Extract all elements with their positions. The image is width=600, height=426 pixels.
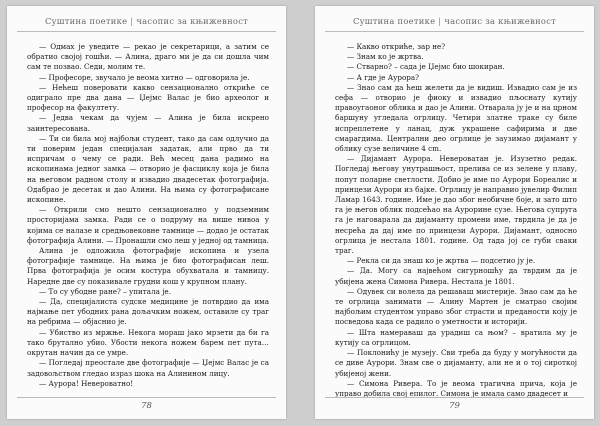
page-number: 78 — [17, 397, 276, 414]
header-journal-subtitle: часопис за књижевност — [444, 16, 557, 26]
page-text — [335, 42, 577, 399]
paragraph: — Професоре, звучало је веома хитно — одговорила је. — [39, 72, 250, 82]
paragraph: — Аурора! Невероватно! — [39, 378, 134, 388]
header-separator: | — [438, 16, 442, 26]
paragraph: — Поклонићу је музеју. Сви треба да буду у могућности да се диве Аурори. Знам све о дијаманту, али не и о тој сироткој убијеној жени. — [335, 348, 577, 378]
paragraph: — Рекла си да знаш ко је жртва — подсетио ју је. — [347, 256, 536, 266]
left-page — [7, 6, 286, 419]
header-journal-title: Суштина поетике — [352, 16, 436, 26]
page-text — [27, 42, 269, 389]
paragraph: — Одмах је уведите — рекао је секретарици, а затим се обратио својој гошћи. — Алина, драго ми је да си дошла чим сам те позвао. Седи, молим те. — [27, 42, 269, 72]
paragraph: — Знам ко је жртва. — [347, 52, 424, 62]
paragraph: — Симона Ривера. То је веома трагична прича, која је управо добила свој епилог. Симона је имала само двадесет и — [335, 378, 577, 398]
paragraph: — А где је Аурора? — [347, 72, 420, 82]
paragraph: — Дијамант Аурора. Невероватан је. Изузетно редак. Погледај његову унутрашњост, прелива се из зелене у плаву, попут поларне светлости. Добио је име по Аурори Бореалис и принцези Аурори из бајке. Огрлицу је направио јувелир Филип Ламар 1643. године. Име је дао због необичне боје, и зато што га је његов облик подсећао на Аурорине сузе. Његова супруга га је наговарала да дијаманту промени име, тврдила је да је несрећа да дај име по принцези Аурори. Дијамант, односно огрлица је нестала 1801. године. Од тада јој се губи сваки траг. — [335, 154, 577, 256]
paragraph: — Какво откриће, зар не? — [347, 42, 446, 51]
paragraph: — Да. Могу са највећом сигурношћу да тврдим да је убијена жена Симона Ривера. Нестала је 1801. — [335, 266, 577, 286]
header-journal-title: Суштина поетике — [44, 16, 128, 26]
paragraph: — Стварно? – сада је Џејмс био шокиран. — [347, 62, 505, 72]
paragraph: — Једва чекам да чујем — Алина је била искрено заинтересована. — [27, 113, 269, 133]
paragraph: Алина је одложила фотографије ископина и узела фотографије тамнице. На њима је био фотографисан леш. Прва фотографија је осим костура обухватала и тамницу. Наредне две су показивале грудни кош у крупном плану. — [27, 246, 269, 286]
running-header — [325, 11, 584, 32]
paragraph: — Знао сам да ћеш желети да је видиш. Извадио сам је из сефа — отворио је фиоку и извадио пљоснату кутију правоугаоног облика и дао је Алини. Отварала ју је и на црном баршуну угледала огрлицу. Четири златне траке су биле испреплетене у ланац, дуж украшене сафирима и две смарагдима. Централни део огрлице је заузимао дијамант у облику сузе величине 4 cm. — [335, 82, 577, 154]
paragraph: — Погледај преостале две фотографије — Џејмс Валас је са задовољством гледао израз шока на Алинином лицу. — [27, 358, 269, 378]
header-separator: | — [130, 16, 134, 26]
paragraph: — Нећеш поверовати какво сензационално откриће се одиграло пре два дана — Џејмс Валас је био археолог и професор на факултету. — [27, 82, 269, 113]
paragraph: — Да, специјалиста судске медицине је потврдио да има најмање пет убодних рана дољачким ножем, оставиле су траг на ребрима — објаснио је. — [27, 297, 269, 327]
paragraph: — Одувек си волела да решаваш мистерије. Знао сам да ће те огрлица занимати — Алину Мартен је сматрао својим најбољим студентом управо због страсти и преданости коју је посведова када се радило о уметности и историји. — [335, 286, 577, 327]
header-journal-subtitle: часопис за књижевност — [136, 16, 249, 26]
page-number: 79 — [325, 397, 584, 414]
paragraph: — То су убодне ране? – упитала је. — [39, 286, 171, 296]
right-page — [315, 6, 594, 419]
paragraph: — Открили смо нешто сензационално у подземним просторијама замка. Ради се о подруму на више нивоа у којима се налазе и средњовековне тамнице — додао је остатак фотографија Алини. — Пронашли смо леш у једној од тамница. — [27, 205, 269, 245]
paragraph: — Ти си била мој најбољи студент, тако да сам одлучио да ти поверим један специјалан задатак, али прво да ти испричам о чему се ради. Већ месец дана радимо на ископинама једног замка — отворио је фасциклу која је била на његовом радном столу и извадио двадесетак фотографија. Одабрао је десетак и дао Алини. На њима су фотографисане ископине. — [27, 133, 269, 205]
paragraph: — Шта намераваш да урадиш са њом? – вратила му је кутију са огрлицом. — [335, 327, 577, 347]
running-header — [17, 11, 276, 32]
paragraph: — Убиство из мржње. Некога морaш јако мрзети да би га тако брутално убио. Убости некога ножем барем пет пута… окрутан начин да се умре. — [27, 327, 269, 358]
